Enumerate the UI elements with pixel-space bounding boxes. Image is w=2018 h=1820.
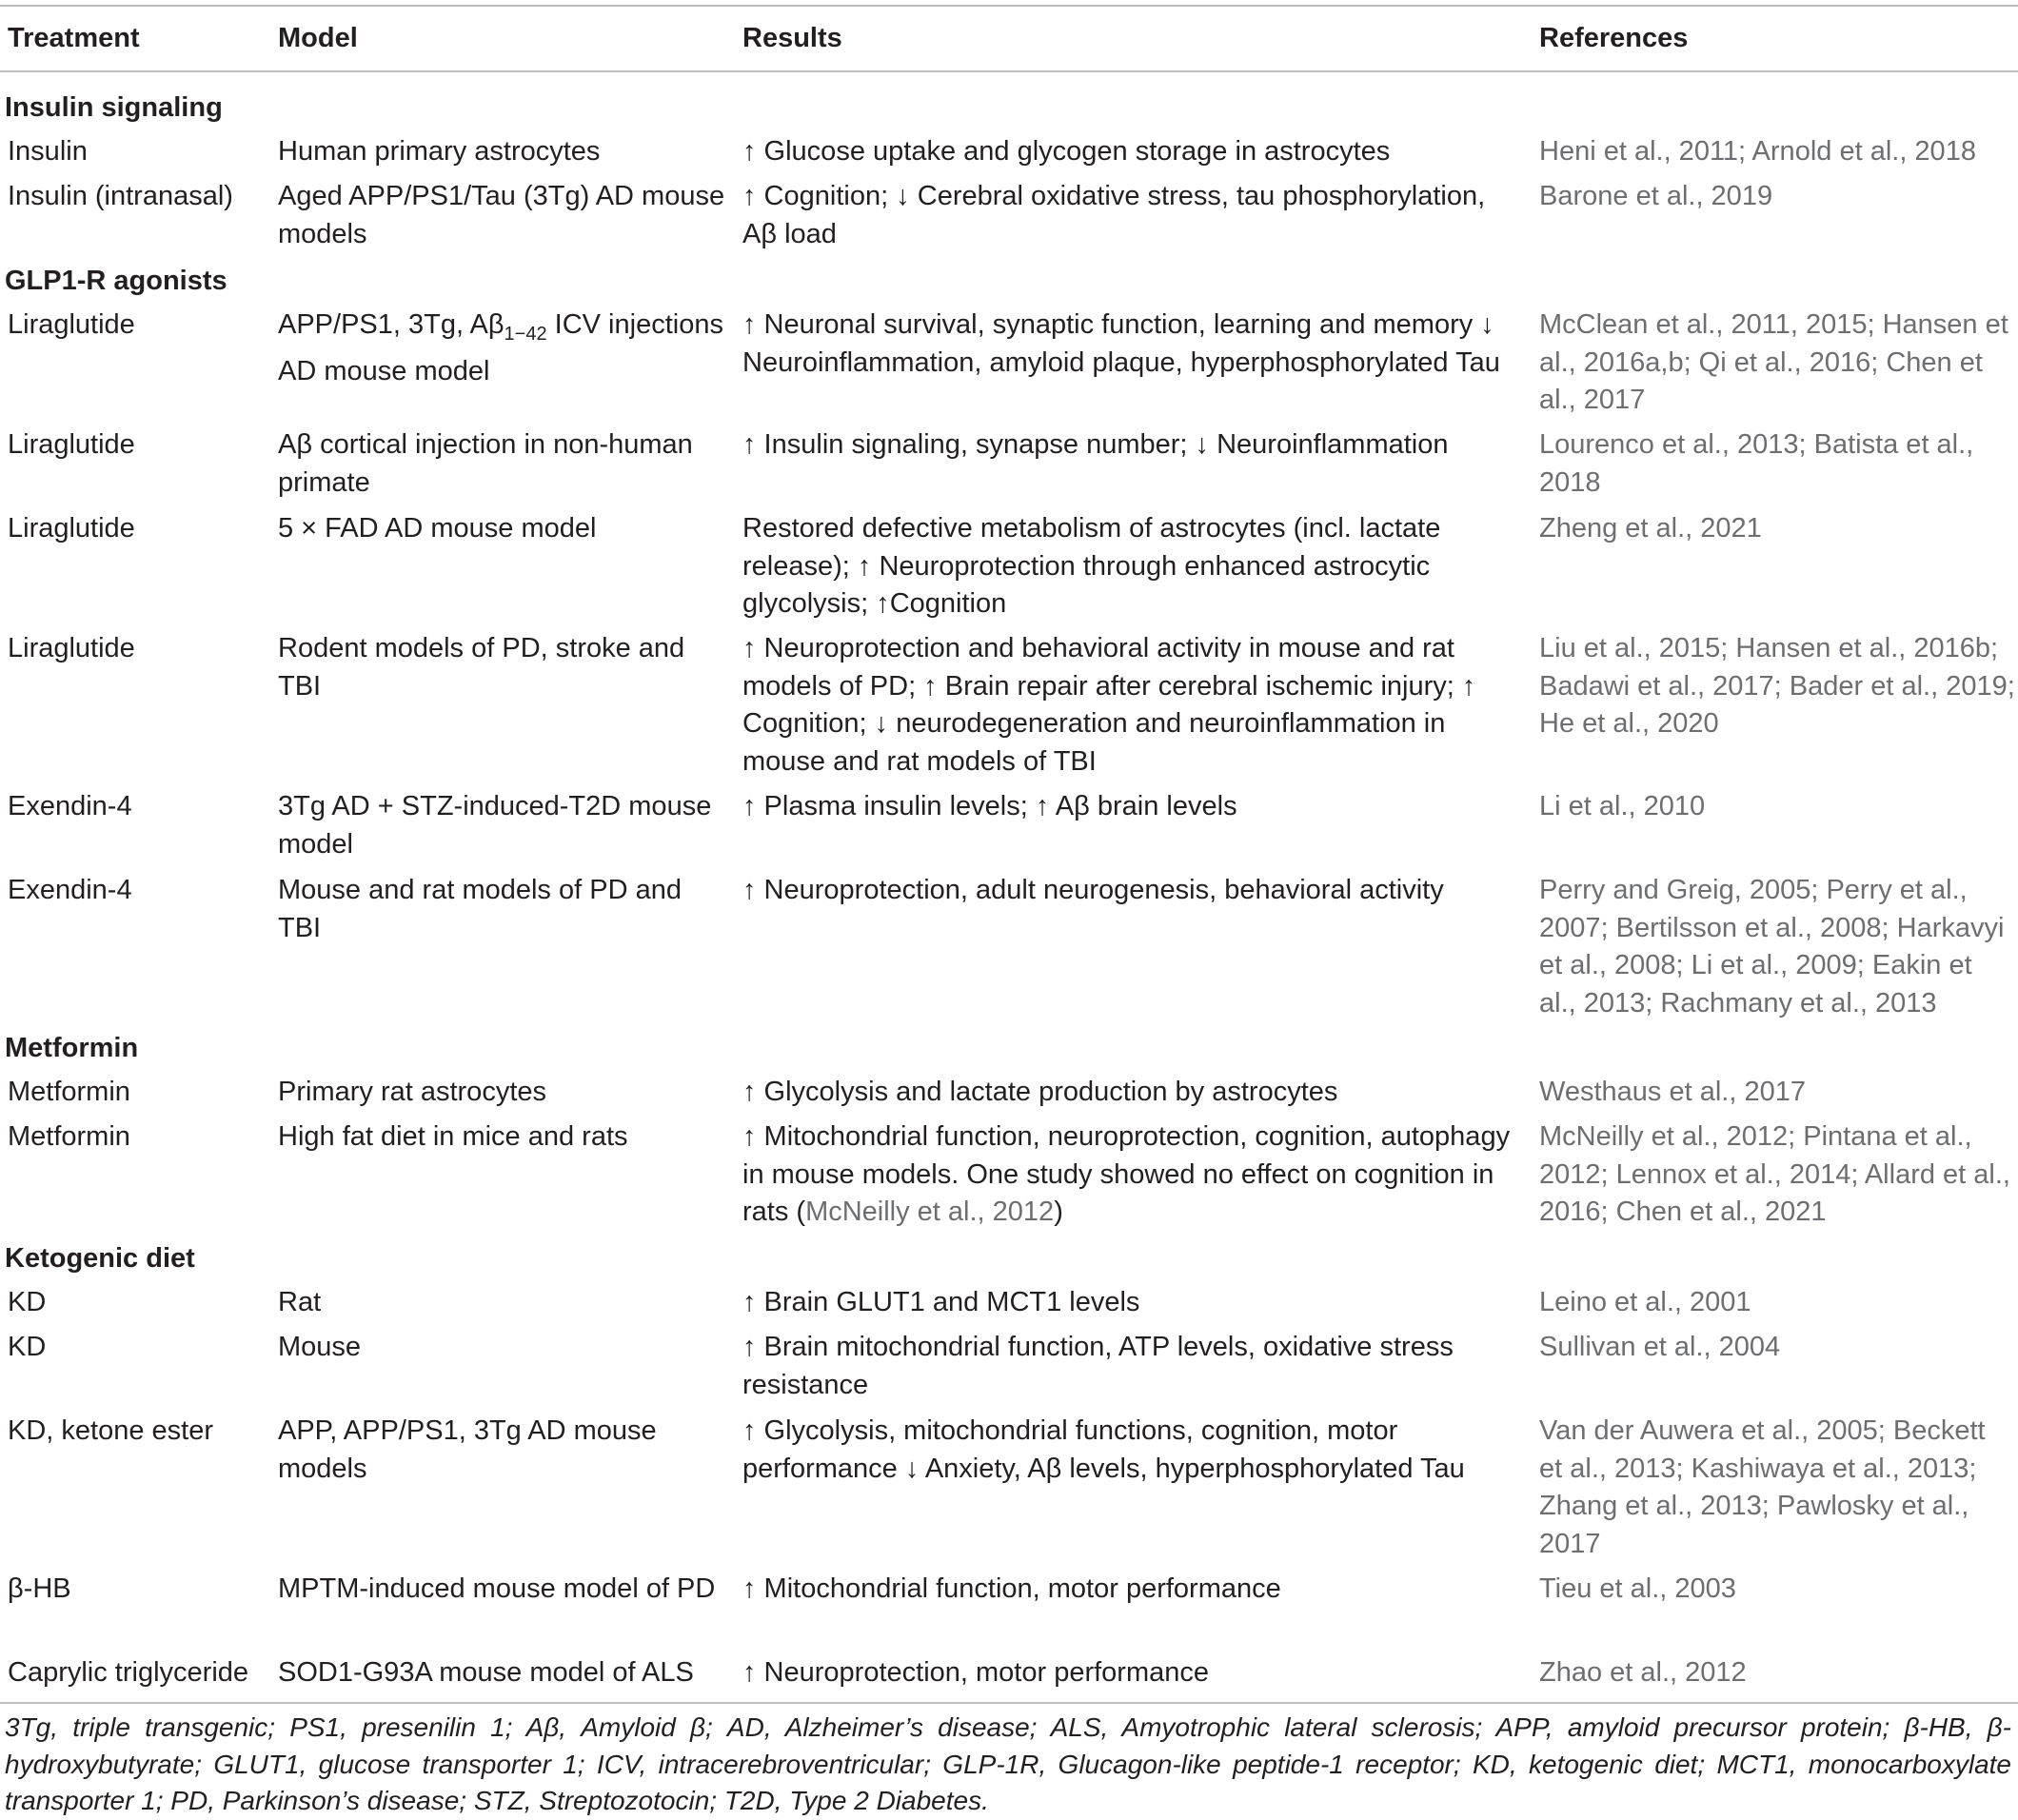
table-cell-model: Aβ cortical injection in non-human primate: [278, 429, 693, 498]
table-cell-model: Human primary astrocytes: [278, 136, 601, 167]
table-cell-model: High fat diet in mice and rats: [278, 1121, 628, 1152]
results-text-part: ): [1054, 1197, 1063, 1227]
table-cell-model: Mouse and rat models of PD and TBI: [278, 875, 682, 943]
table-cell-references: Tieu et al., 2003: [1539, 1573, 1736, 1604]
table-cell-treatment: Metformin: [8, 1121, 130, 1152]
table-cell-references: Zhao et al., 2012: [1539, 1657, 1747, 1688]
table-cell-results: ↑ Glycolysis, mitochondrial functions, cognition, motor performance ↓ Anxiety, Aβ levels, hyperphosphorylated Tau: [742, 1415, 1465, 1484]
results-text-part: ↑ Mitochondrial function, neuroprotection, cognition, autophagy in mouse models. One study showed no effect on cognition in rats (: [742, 1121, 1511, 1227]
table-cell-results: ↑ Neuroprotection, motor performance: [742, 1657, 1209, 1688]
header-references: References: [1539, 23, 1689, 53]
table-cell-model: 5 × FAD AD mouse model: [278, 513, 597, 544]
table-cell-references: Heni et al., 2011; Arnold et al., 2018: [1539, 136, 1976, 167]
table-cell-model: Aged APP/PS1/Tau (3Tg) AD mouse models: [278, 181, 725, 249]
header-model: Model: [278, 23, 358, 53]
inline-citation-link[interactable]: McNeilly et al., 2012: [805, 1197, 1055, 1227]
table-cell-treatment: Liraglutide: [8, 513, 135, 544]
table-cell-results: ↑ Cognition; ↓ Cerebral oxidative stress, tau phosphorylation, Aβ load: [742, 181, 1486, 249]
table-cell-treatment: Liraglutide: [8, 429, 135, 460]
table-cell-references: Liu et al., 2015; Hansen et al., 2016b; Badawi et al., 2017; Bader et al., 2019; He et al., 2020: [1539, 633, 2015, 739]
table-cell-results: ↑ Neuroprotection, adult neurogenesis, behavioral activity: [742, 875, 1444, 905]
table-cell-treatment: Liraglutide: [8, 309, 135, 340]
table-cell-results: ↑ Brain GLUT1 and MCT1 levels: [742, 1287, 1140, 1317]
table-cell-results: ↑ Plasma insulin levels; ↑ Aβ brain levels: [742, 791, 1237, 821]
header-treatment: Treatment: [8, 23, 140, 53]
table-cell-model: [278, 307, 725, 391]
section-title-glp1r-agonists: GLP1-R agonists: [5, 266, 228, 296]
model-text-part: APP/PS1, 3Tg, Aβ: [278, 309, 504, 340]
table-cell-references: Perry and Greig, 2005; Perry et al., 2007; Bertilsson et al., 2008; Harkavyi et al., 2008; Li et al., 2009; Eakin et al., 2013; Rachmany et al., 2013: [1539, 875, 2005, 1019]
bottom-rule: [0, 1702, 2018, 1704]
table-cell-results: [742, 1118, 1514, 1232]
table-cell-results: ↑ Brain mitochondrial function, ATP levels, oxidative stress resistance: [742, 1332, 1454, 1400]
header-rule: [0, 70, 2018, 72]
section-title-insulin-signaling: Insulin signaling: [5, 92, 223, 123]
table-cell-model: Rat: [278, 1287, 322, 1317]
table-cell-treatment: Insulin (intranasal): [8, 181, 233, 211]
table-cell-results: ↑ Glycolysis and lactate production by astrocytes: [742, 1077, 1338, 1107]
subscript-range: 1−42: [504, 323, 547, 345]
table-cell-treatment: Exendin-4: [8, 875, 132, 905]
table-cell-references: Li et al., 2010: [1539, 791, 1706, 821]
section-title-metformin: Metformin: [5, 1033, 139, 1063]
table-cell-references: Sullivan et al., 2004: [1539, 1332, 1781, 1362]
table-cell-results: ↑ Neuronal survival, synaptic function, learning and memory ↓ Neuroinflammation, amyloid plaque, hyperphosphorylated Tau: [742, 309, 1500, 378]
table-cell-treatment: Caprylic triglyceride: [8, 1657, 249, 1688]
table-cell-references: Westhaus et al., 2017: [1539, 1077, 1806, 1107]
table-cell-references: McClean et al., 2011, 2015; Hansen et al., 2016a,b; Qi et al., 2016; Chen et al., 2017: [1539, 309, 2008, 415]
table-cell-treatment: KD: [8, 1332, 47, 1362]
table-cell-model: Rodent models of PD, stroke and TBI: [278, 633, 685, 702]
section-title-ketogenic-diet: Ketogenic diet: [5, 1243, 195, 1274]
table-footnote: 3Tg, triple transgenic; PS1, presenilin 1; Aβ, Amyloid β; AD, Alzheimer’s disease; ALS, Amyotrophic lateral sclerosis; APP, amyloid precursor protein; β-HB, β-hydroxybutyrate; GLUT1, glucose transporter 1; ICV, intracerebroventricular; GLP-1R, Glucagon-like peptide-1 receptor; KD, ketogenic diet; MCT1, monocarboxylate transporter 1; PD, Parkinson’s disease; STZ, Streptozotocin; T2D, Type 2 Diabetes.: [5, 1712, 2011, 1815]
model-text-part: ICV injections AD mouse model: [278, 309, 723, 387]
table-cell-results: ↑ Mitochondrial function, motor performance: [742, 1573, 1281, 1604]
table-cell-references: Lourenco et al., 2013; Batista et al., 2018: [1539, 429, 1974, 498]
header-results: Results: [742, 23, 842, 53]
table-cell-treatment: KD: [8, 1287, 47, 1317]
table-cell-treatment: Liraglutide: [8, 633, 135, 663]
table-cell-results: ↑ Glucose uptake and glycogen storage in astrocytes: [742, 136, 1391, 167]
table-cell-results: ↑ Insulin signaling, synapse number; ↓ Neuroinflammation: [742, 429, 1449, 460]
table-cell-treatment: Exendin-4: [8, 791, 132, 821]
table-cell-treatment: KD, ketone ester: [8, 1415, 213, 1446]
table-cell-references: Leino et al., 2001: [1539, 1287, 1751, 1317]
table-cell-references: Zheng et al., 2021: [1539, 513, 1762, 544]
table-cell-treatment: Metformin: [8, 1077, 130, 1107]
table-cell-treatment: β-HB: [8, 1573, 71, 1604]
table-cell-model: 3Tg AD + STZ-induced-T2D mouse model: [278, 791, 712, 860]
table-cell-references: Van der Auwera et al., 2005; Beckett et al., 2013; Kashiwaya et al., 2013; Zhang et al., 2013; Pawlosky et al., 2017: [1539, 1415, 1986, 1559]
table-cell-model: APP, APP/PS1, 3Tg AD mouse models: [278, 1415, 657, 1484]
table-cell-model: Primary rat astrocytes: [278, 1077, 546, 1107]
top-rule: [0, 5, 2018, 7]
table-cell-model: SOD1-G93A mouse model of ALS: [278, 1657, 694, 1688]
table-cell-model: MPTM-induced mouse model of PD: [278, 1573, 716, 1604]
table-cell-results: ↑ Neuroprotection and behavioral activity in mouse and rat models of PD; ↑ Brain repair after cerebral ischemic injury; ↑ Cognition; ↓ neurodegeneration and neuroinflammation in mouse and rat models of TBI: [742, 633, 1476, 777]
table-cell-model: Mouse: [278, 1332, 362, 1362]
table-cell-results: Restored defective metabolism of astrocytes (incl. lactate release); ↑ Neuroprotection through enhanced astrocytic glycolysis; ↑Cognition: [742, 513, 1441, 619]
table-cell-references: Barone et al., 2019: [1539, 181, 1773, 211]
table-cell-treatment: Insulin: [8, 136, 88, 167]
table-cell-references: McNeilly et al., 2012; Pintana et al., 2012; Lennox et al., 2014; Allard et al., 2016; Chen et al., 2021: [1539, 1121, 2010, 1227]
